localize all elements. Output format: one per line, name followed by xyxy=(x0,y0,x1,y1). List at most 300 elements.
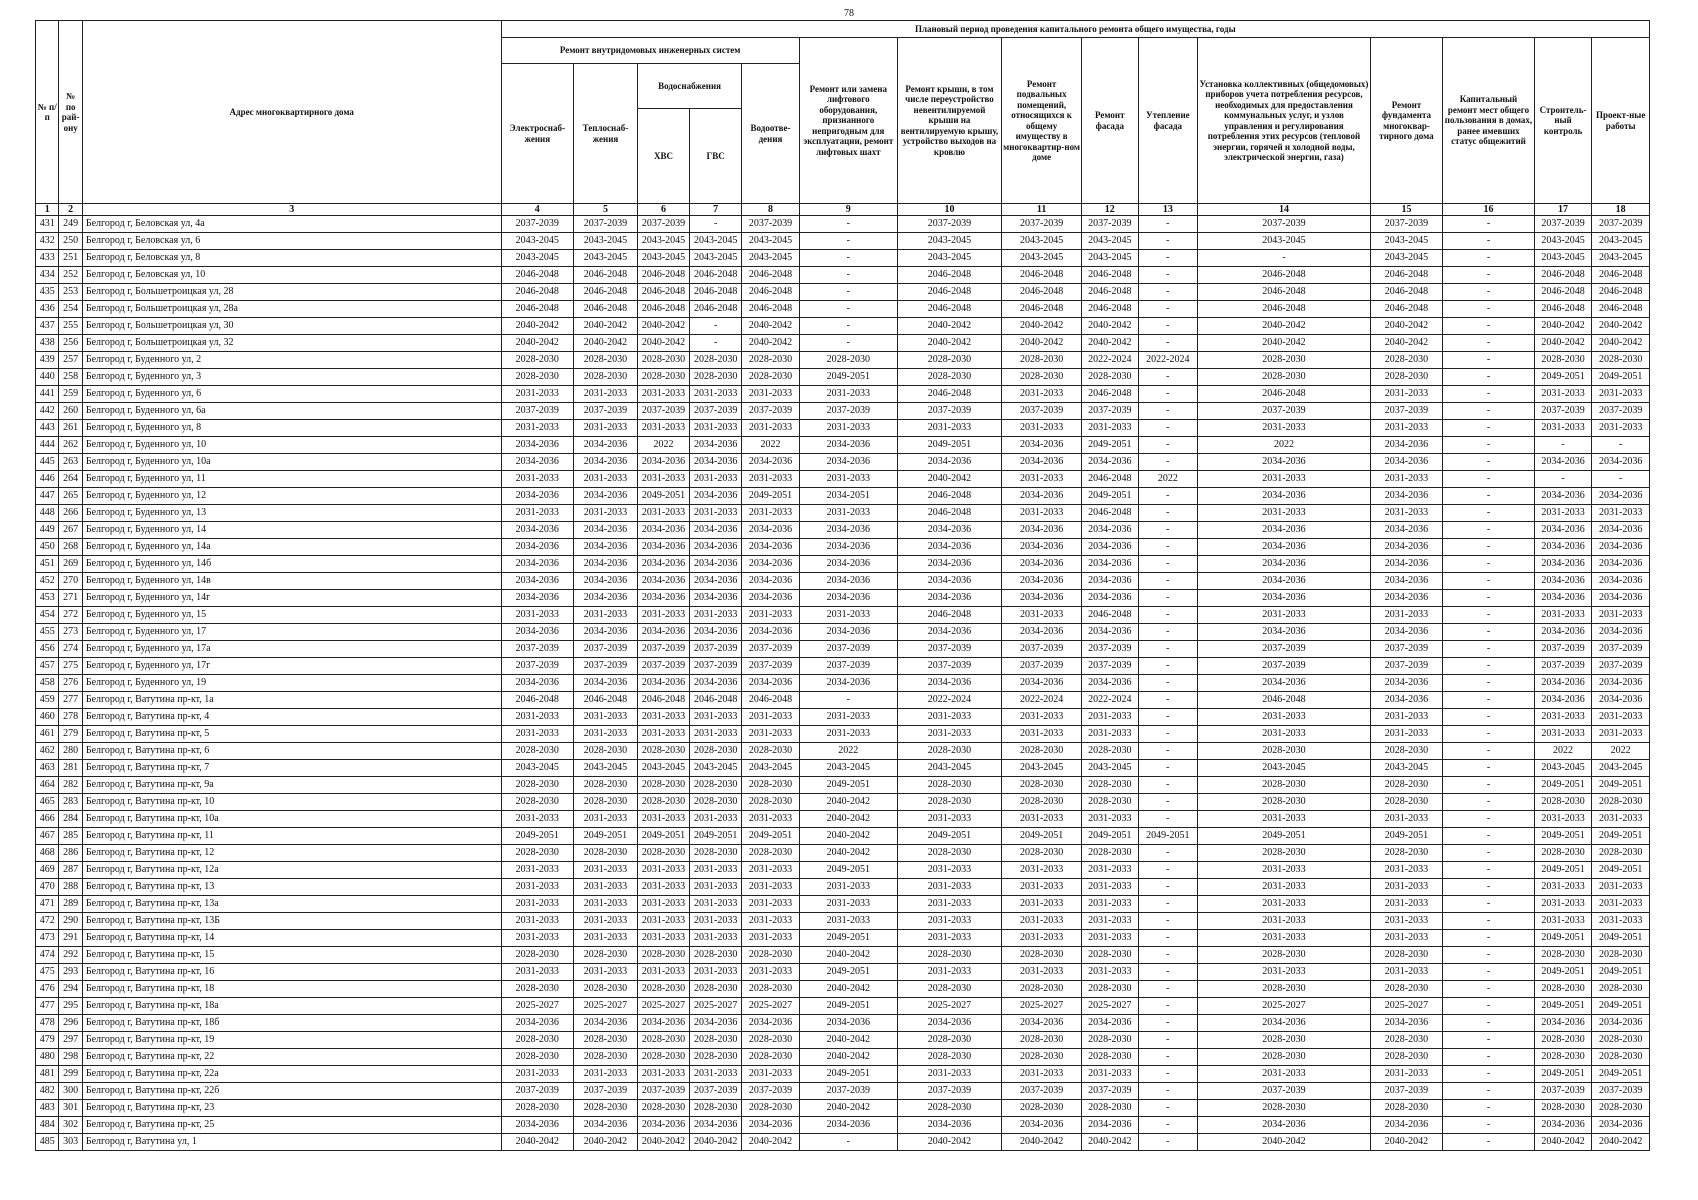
table-cell: 2040-2042 xyxy=(1198,318,1371,335)
table-cell: 2049-2051 xyxy=(1534,1066,1592,1083)
table-cell: 2028-2030 xyxy=(1082,369,1138,386)
table-cell: - xyxy=(690,318,742,335)
column-number: 8 xyxy=(742,204,800,216)
table-cell: 2034-2036 xyxy=(573,1117,637,1134)
table-cell: 2040-2042 xyxy=(1592,318,1650,335)
table-cell: 2028-2030 xyxy=(573,1032,637,1049)
table-cell: 2034-2036 xyxy=(897,675,1001,692)
table-cell: 2028-2030 xyxy=(501,743,573,760)
table-cell: 2028-2030 xyxy=(1002,369,1082,386)
table-cell: 289 xyxy=(59,896,82,913)
table-cell: - xyxy=(1138,556,1198,573)
table-cell: 2028-2030 xyxy=(1534,1100,1592,1117)
table-cell: 440 xyxy=(36,369,59,386)
table-cell: 2037-2039 xyxy=(1002,641,1082,658)
table-cell: 2028-2030 xyxy=(690,981,742,998)
table-cell: 2037-2039 xyxy=(897,641,1001,658)
table-cell: 2034-2036 xyxy=(1592,573,1650,590)
table-cell: 2031-2033 xyxy=(1198,811,1371,828)
table-cell: 2028-2030 xyxy=(1592,352,1650,369)
table-cell: 2034-2036 xyxy=(501,1015,573,1032)
table-cell: 2040-2042 xyxy=(799,1100,897,1117)
table-cell: 464 xyxy=(36,777,59,794)
table-cell: 2049-2051 xyxy=(799,777,897,794)
table-cell: 2034-2036 xyxy=(501,573,573,590)
table-cell: 2046-2048 xyxy=(1082,267,1138,284)
table-cell: 2034-2036 xyxy=(1592,675,1650,692)
table-cell: - xyxy=(1138,386,1198,403)
address-cell: Белгород г, Беловская ул, 8 xyxy=(82,250,501,267)
table-cell: 2031-2033 xyxy=(1592,505,1650,522)
table-cell: 2034-2036 xyxy=(742,675,800,692)
header-col-n-district: № по рай-ону xyxy=(59,21,82,204)
table-row xyxy=(36,301,1650,318)
table-cell: 2031-2033 xyxy=(1002,505,1082,522)
table-cell: 2025-2027 xyxy=(690,998,742,1015)
table-cell: 445 xyxy=(36,454,59,471)
table-cell: 451 xyxy=(36,556,59,573)
table-cell: 2031-2033 xyxy=(1370,896,1442,913)
table-row xyxy=(36,233,1650,250)
table-cell: 2046-2048 xyxy=(637,692,689,709)
table-cell: - xyxy=(1443,913,1535,930)
table-cell: 2043-2045 xyxy=(637,250,689,267)
table-cell: 2043-2045 xyxy=(1198,233,1371,250)
table-cell: 2031-2033 xyxy=(1370,879,1442,896)
header-dormitory: Капитальный ремонт мест общего пользования в домах, ранее имевших статус общежитий xyxy=(1443,38,1535,204)
table-cell: 2046-2048 xyxy=(637,284,689,301)
table-cell: 2028-2030 xyxy=(690,947,742,964)
table-cell: 2034-2036 xyxy=(690,556,742,573)
table-cell: 2034-2036 xyxy=(637,556,689,573)
table-row xyxy=(36,641,1650,658)
table-cell: 2034-2036 xyxy=(1370,1117,1442,1134)
table-cell: 2037-2039 xyxy=(742,403,800,420)
address-cell: Белгород г, Буденного ул, 11 xyxy=(82,471,501,488)
address-cell: Белгород г, Беловская ул, 6 xyxy=(82,233,501,250)
table-cell: 2046-2048 xyxy=(742,301,800,318)
table-cell: 2031-2033 xyxy=(637,420,689,437)
capital-repair-schedule-table xyxy=(35,20,1650,1151)
table-cell: 2037-2039 xyxy=(637,403,689,420)
table-cell: - xyxy=(1443,352,1535,369)
table-cell: 2034-2036 xyxy=(690,675,742,692)
table-cell: 2031-2033 xyxy=(1082,896,1138,913)
table-cell: - xyxy=(1443,726,1535,743)
table-cell: 2028-2030 xyxy=(742,369,800,386)
table-cell: 2031-2033 xyxy=(690,420,742,437)
table-cell: 470 xyxy=(36,879,59,896)
table-cell: 2049-2051 xyxy=(1082,488,1138,505)
table-cell: - xyxy=(1443,658,1535,675)
table-row xyxy=(36,386,1650,403)
table-cell: 2031-2033 xyxy=(742,862,800,879)
table-cell: 296 xyxy=(59,1015,82,1032)
table-cell: 2034-2036 xyxy=(1198,1015,1371,1032)
header-col-address: Адрес многоквартирного дома xyxy=(82,21,501,204)
table-cell: - xyxy=(1443,641,1535,658)
table-cell: 2046-2048 xyxy=(1534,284,1592,301)
table-cell: 2049-2051 xyxy=(799,1066,897,1083)
table-cell: - xyxy=(1443,1032,1535,1049)
table-cell: 2034-2036 xyxy=(637,1117,689,1134)
table-cell: 2040-2042 xyxy=(897,335,1001,352)
table-cell: 2043-2045 xyxy=(573,233,637,250)
table-cell: 2028-2030 xyxy=(1002,947,1082,964)
table-cell: 2034-2036 xyxy=(799,522,897,539)
table-cell: 2031-2033 xyxy=(742,471,800,488)
table-cell: 2028-2030 xyxy=(1082,1049,1138,1066)
table-cell: 2028-2030 xyxy=(637,369,689,386)
table-cell: 2034-2036 xyxy=(1370,573,1442,590)
table-cell: 2028-2030 xyxy=(501,845,573,862)
table-cell: - xyxy=(1138,1066,1198,1083)
table-cell: - xyxy=(1443,1134,1535,1151)
table-cell: 2046-2048 xyxy=(501,301,573,318)
table-cell: 252 xyxy=(59,267,82,284)
table-cell: 2034-2036 xyxy=(1534,675,1592,692)
table-cell: 2034-2036 xyxy=(501,624,573,641)
table-cell: 2034-2036 xyxy=(742,1117,800,1134)
table-cell: 2046-2048 xyxy=(1082,607,1138,624)
table-cell: 2031-2033 xyxy=(1370,505,1442,522)
table-cell: 2028-2030 xyxy=(573,369,637,386)
table-cell: 2034-2036 xyxy=(1592,1117,1650,1134)
table-cell: 2031-2033 xyxy=(1370,420,1442,437)
table-cell: 2034-2036 xyxy=(1370,1015,1442,1032)
table-cell: 2031-2033 xyxy=(1198,709,1371,726)
table-cell: 2049-2051 xyxy=(1592,828,1650,845)
table-cell: 2028-2030 xyxy=(1592,947,1650,964)
table-cell: 2031-2033 xyxy=(1198,896,1371,913)
table-cell: 2028-2030 xyxy=(1082,777,1138,794)
table-cell: 2034-2036 xyxy=(501,488,573,505)
table-cell: 293 xyxy=(59,964,82,981)
table-cell: 2040-2042 xyxy=(1082,335,1138,352)
table-cell: 2034-2036 xyxy=(1002,624,1082,641)
table-cell: 2028-2030 xyxy=(637,352,689,369)
table-cell: 2034-2036 xyxy=(1534,556,1592,573)
table-cell: 2028-2030 xyxy=(742,947,800,964)
table-cell: 2031-2033 xyxy=(742,709,800,726)
table-cell: 455 xyxy=(36,624,59,641)
table-cell: - xyxy=(1138,369,1198,386)
table-cell: 2040-2042 xyxy=(799,947,897,964)
table-cell: 2028-2030 xyxy=(690,743,742,760)
table-cell: 2034-2036 xyxy=(1082,454,1138,471)
table-row xyxy=(36,1134,1650,1151)
table-cell: 2031-2033 xyxy=(690,964,742,981)
table-cell: 2046-2048 xyxy=(1082,386,1138,403)
table-cell: - xyxy=(1443,794,1535,811)
table-cell: 2031-2033 xyxy=(690,862,742,879)
address-cell: Белгород г, Буденного ул, 14г xyxy=(82,590,501,607)
address-cell: Белгород г, Буденного ул, 14б xyxy=(82,556,501,573)
table-cell: 2037-2039 xyxy=(690,641,742,658)
table-cell: 2034-2036 xyxy=(1534,539,1592,556)
table-cell: 291 xyxy=(59,930,82,947)
table-cell: 272 xyxy=(59,607,82,624)
header-electricity: Электроснаб-жения xyxy=(501,64,573,204)
table-cell: 2028-2030 xyxy=(501,352,573,369)
table-cell: 2046-2048 xyxy=(1002,301,1082,318)
table-cell: 2034-2036 xyxy=(1198,454,1371,471)
table-cell: 2034-2036 xyxy=(690,437,742,454)
table-cell: 2040-2042 xyxy=(742,335,800,352)
table-cell: 441 xyxy=(36,386,59,403)
table-cell: 485 xyxy=(36,1134,59,1151)
table-row xyxy=(36,624,1650,641)
table-cell: 2028-2030 xyxy=(1082,845,1138,862)
table-cell: 2034-2036 xyxy=(799,556,897,573)
table-cell: 2028-2030 xyxy=(1002,845,1082,862)
table-cell: 2031-2033 xyxy=(1534,386,1592,403)
table-cell: 2031-2033 xyxy=(799,896,897,913)
table-cell: 2034-2036 xyxy=(897,522,1001,539)
table-cell: 2034-2036 xyxy=(799,590,897,607)
table-cell: 2022-2024 xyxy=(1082,352,1138,369)
table-cell: - xyxy=(1443,1117,1535,1134)
table-cell: - xyxy=(690,335,742,352)
table-cell: - xyxy=(1138,1117,1198,1134)
table-cell: 2031-2033 xyxy=(742,505,800,522)
table-cell: 2028-2030 xyxy=(742,981,800,998)
table-cell: 2031-2033 xyxy=(799,879,897,896)
table-cell: 2028-2030 xyxy=(501,794,573,811)
table-cell: 2031-2033 xyxy=(690,471,742,488)
table-cell: - xyxy=(799,301,897,318)
table-cell: 2037-2039 xyxy=(1082,641,1138,658)
table-cell: 2028-2030 xyxy=(1002,981,1082,998)
table-cell: 265 xyxy=(59,488,82,505)
table-row xyxy=(36,947,1650,964)
address-cell: Белгород г, Беловская ул, 4а xyxy=(82,216,501,233)
table-cell: 2028-2030 xyxy=(573,777,637,794)
table-cell: 2043-2045 xyxy=(501,760,573,777)
table-cell: 2028-2030 xyxy=(742,352,800,369)
header-basement: Ремонт подвальных помещений, относящихся к общему имуществу в многоквартир-ном доме xyxy=(1002,38,1082,204)
table-row xyxy=(36,879,1650,896)
table-cell: 2046-2048 xyxy=(573,267,637,284)
table-cell: 2049-2051 xyxy=(1592,964,1650,981)
table-cell: 2034-2036 xyxy=(501,675,573,692)
table-cell: 2028-2030 xyxy=(1370,352,1442,369)
table-cell: 2034-2036 xyxy=(690,454,742,471)
table-cell: 2031-2033 xyxy=(501,896,573,913)
address-cell: Белгород г, Буденного ул, 17 xyxy=(82,624,501,641)
column-number: 7 xyxy=(690,204,742,216)
table-cell: 2031-2033 xyxy=(637,471,689,488)
table-cell: 2043-2045 xyxy=(690,760,742,777)
address-cell: Белгород г, Большетроицкая ул, 28 xyxy=(82,284,501,301)
table-cell: 2031-2033 xyxy=(690,879,742,896)
table-cell: 2049-2051 xyxy=(573,828,637,845)
column-number: 14 xyxy=(1198,204,1371,216)
table-cell: 2037-2039 xyxy=(573,216,637,233)
table-cell: - xyxy=(1443,1015,1535,1032)
address-cell: Белгород г, Ватутина пр-кт, 13Б xyxy=(82,913,501,930)
table-cell: 2028-2030 xyxy=(573,845,637,862)
table-cell: - xyxy=(1138,947,1198,964)
table-cell: 2034-2036 xyxy=(637,675,689,692)
table-cell: 2031-2033 xyxy=(637,709,689,726)
table-cell: 2031-2033 xyxy=(1592,420,1650,437)
table-cell: 2034-2036 xyxy=(742,539,800,556)
table-row xyxy=(36,811,1650,828)
address-cell: Белгород г, Ватутина пр-кт, 12а xyxy=(82,862,501,879)
table-cell: 2025-2027 xyxy=(1082,998,1138,1015)
table-header xyxy=(36,21,1650,216)
table-cell: 2031-2033 xyxy=(1370,471,1442,488)
table-cell: 2046-2048 xyxy=(742,267,800,284)
table-cell: 2034-2036 xyxy=(573,556,637,573)
table-cell: 2028-2030 xyxy=(1198,794,1371,811)
table-cell: - xyxy=(1443,522,1535,539)
table-cell: 2028-2030 xyxy=(573,794,637,811)
header-elevator: Ремонт или замена лифтового оборудования, признанного непригодным для эксплуатации, ремонт лифтовых шахт xyxy=(799,38,897,204)
table-cell: - xyxy=(1138,760,1198,777)
table-cell: 2031-2033 xyxy=(1082,726,1138,743)
table-cell: - xyxy=(1138,488,1198,505)
table-cell: 262 xyxy=(59,437,82,454)
table-cell: 438 xyxy=(36,335,59,352)
table-cell: 2034-2036 xyxy=(1370,454,1442,471)
table-cell: 2037-2039 xyxy=(1370,403,1442,420)
table-cell: 2034-2036 xyxy=(799,454,897,471)
table-cell: 2040-2042 xyxy=(1534,1134,1592,1151)
table-cell: - xyxy=(1443,981,1535,998)
address-cell: Белгород г, Буденного ул, 3 xyxy=(82,369,501,386)
table-cell: 2028-2030 xyxy=(742,845,800,862)
table-row xyxy=(36,1032,1650,1049)
table-cell: 2037-2039 xyxy=(501,1083,573,1100)
table-cell: 2043-2045 xyxy=(637,760,689,777)
table-cell: 263 xyxy=(59,454,82,471)
table-cell: 2034-2036 xyxy=(1534,590,1592,607)
table-cell: 2034-2036 xyxy=(690,539,742,556)
table-cell: 2034-2036 xyxy=(573,539,637,556)
table-cell: - xyxy=(1138,1049,1198,1066)
table-cell: 2022 xyxy=(1198,437,1371,454)
table-cell: 2034-2036 xyxy=(742,1015,800,1032)
table-cell: 2028-2030 xyxy=(690,845,742,862)
table-cell: 2043-2045 xyxy=(1534,250,1592,267)
table-cell: 2031-2033 xyxy=(1198,471,1371,488)
table-cell: 2031-2033 xyxy=(1592,879,1650,896)
table-cell: 2028-2030 xyxy=(690,1100,742,1117)
table-cell: 2040-2042 xyxy=(1370,318,1442,335)
table-cell: 2040-2042 xyxy=(573,335,637,352)
table-cell: 2028-2030 xyxy=(897,369,1001,386)
table-cell: 2028-2030 xyxy=(573,1049,637,1066)
table-cell: 295 xyxy=(59,998,82,1015)
table-cell: 2031-2033 xyxy=(1534,913,1592,930)
table-cell: 443 xyxy=(36,420,59,437)
table-cell: 2031-2033 xyxy=(1370,811,1442,828)
table-cell: 465 xyxy=(36,794,59,811)
table-cell: 2031-2033 xyxy=(1592,709,1650,726)
table-cell: 2046-2048 xyxy=(690,301,742,318)
table-cell: 2025-2027 xyxy=(637,998,689,1015)
table-cell: 453 xyxy=(36,590,59,607)
table-cell: 2040-2042 xyxy=(1082,318,1138,335)
table-row xyxy=(36,420,1650,437)
table-cell: - xyxy=(1138,1015,1198,1032)
table-cell: - xyxy=(1138,913,1198,930)
table-cell: - xyxy=(1443,1083,1535,1100)
table-cell: 2040-2042 xyxy=(690,1134,742,1151)
table-cell: 2034-2036 xyxy=(501,556,573,573)
table-cell: 2043-2045 xyxy=(742,250,800,267)
table-body xyxy=(36,216,1650,1151)
table-cell: 2043-2045 xyxy=(799,760,897,777)
table-cell: - xyxy=(1138,216,1198,233)
table-cell: 2031-2033 xyxy=(501,420,573,437)
table-cell: 270 xyxy=(59,573,82,590)
table-cell: 2028-2030 xyxy=(690,794,742,811)
table-row xyxy=(36,726,1650,743)
table-cell: 2031-2033 xyxy=(1198,879,1371,896)
table-cell: 2037-2039 xyxy=(501,403,573,420)
table-cell: 2031-2033 xyxy=(1082,1066,1138,1083)
table-cell: 456 xyxy=(36,641,59,658)
table-cell: 2034-2036 xyxy=(1198,522,1371,539)
table-cell: 478 xyxy=(36,1015,59,1032)
table-cell: - xyxy=(1443,896,1535,913)
table-cell: 2037-2039 xyxy=(1592,641,1650,658)
table-row xyxy=(36,658,1650,675)
table-cell: 2031-2033 xyxy=(690,726,742,743)
table-cell: 2028-2030 xyxy=(897,743,1001,760)
header-heat: Теплоснаб-жения xyxy=(573,64,637,204)
table-cell: 2031-2033 xyxy=(690,607,742,624)
table-cell: 2049-2051 xyxy=(1082,828,1138,845)
table-cell: 2028-2030 xyxy=(573,947,637,964)
table-cell: - xyxy=(1443,403,1535,420)
table-cell: 2028-2030 xyxy=(690,1032,742,1049)
table-cell: 2034-2036 xyxy=(799,539,897,556)
table-row xyxy=(36,709,1650,726)
table-cell: 2031-2033 xyxy=(799,505,897,522)
table-cell: 2034-2036 xyxy=(1198,539,1371,556)
table-cell: 2034-2036 xyxy=(690,624,742,641)
table-cell: 255 xyxy=(59,318,82,335)
table-cell: 2031-2033 xyxy=(1534,505,1592,522)
table-cell: - xyxy=(1138,692,1198,709)
table-cell: 474 xyxy=(36,947,59,964)
table-cell: 2034-2036 xyxy=(897,1117,1001,1134)
table-cell: 2031-2033 xyxy=(1002,896,1082,913)
table-cell: 2034-2036 xyxy=(1198,488,1371,505)
table-cell: 2034-2036 xyxy=(742,522,800,539)
table-cell: 454 xyxy=(36,607,59,624)
table-cell: 433 xyxy=(36,250,59,267)
table-cell: 2031-2033 xyxy=(1082,879,1138,896)
table-cell: 2049-2051 xyxy=(1198,828,1371,845)
table-cell: 261 xyxy=(59,420,82,437)
table-row xyxy=(36,692,1650,709)
table-cell: 2031-2033 xyxy=(1002,913,1082,930)
table-cell: 2037-2039 xyxy=(1198,403,1371,420)
table-cell: 2031-2033 xyxy=(1534,607,1592,624)
table-cell: 2040-2042 xyxy=(1082,1134,1138,1151)
table-cell: - xyxy=(1443,335,1535,352)
table-cell: 2037-2039 xyxy=(1534,1083,1592,1100)
table-cell: 481 xyxy=(36,1066,59,1083)
table-cell: 459 xyxy=(36,692,59,709)
table-cell: 2043-2045 xyxy=(1370,250,1442,267)
table-cell: 2034-2036 xyxy=(637,590,689,607)
